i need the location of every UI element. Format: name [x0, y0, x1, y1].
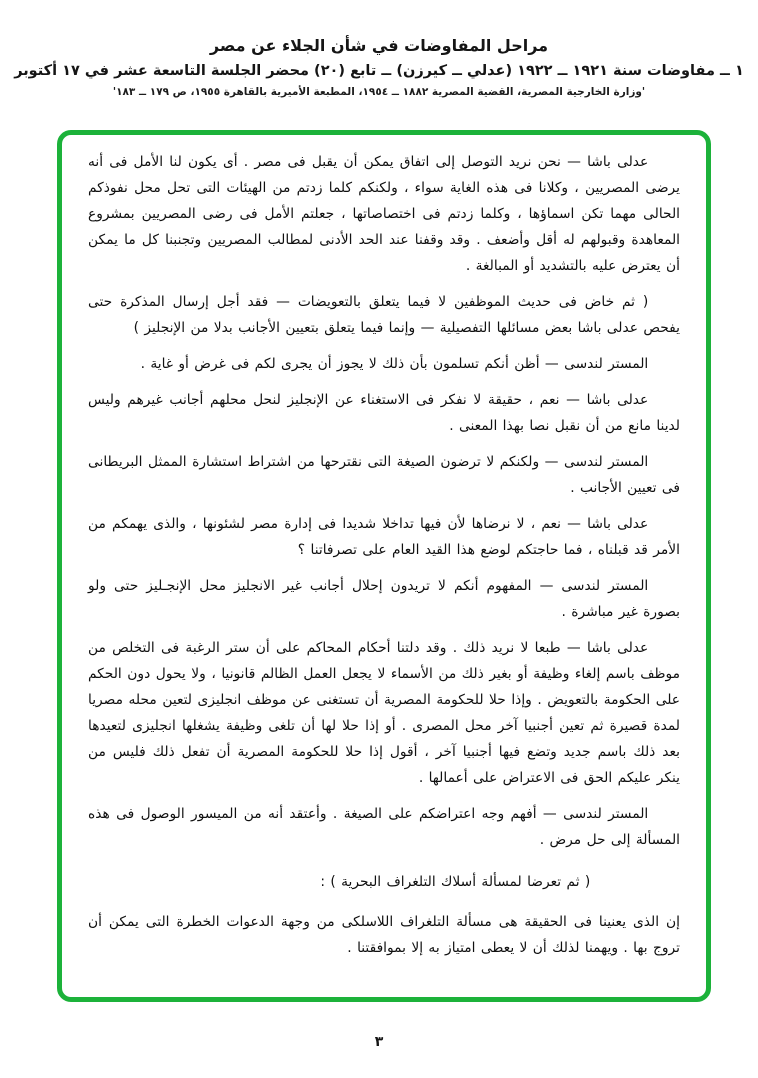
stage-direction: ( ثم تعرضا لمسألة أسلاك التلغراف البحرية ) :	[320, 874, 591, 890]
note-paragraph: ( ثم خاض فى حديث الموظفين لا فيما يتعلق بالتعويضات — فقد أجل إرسال المذكرة حتى يفحص عدلى باشا بعض مسائلها التفصيلية — وإنما فيما يتعلق بتعيين الأجانب بدلا من الإنجليز )	[88, 294, 680, 336]
dialogue-paragraph: عدلى باشا — طبعا لا نريد ذلك . وقد دلتنا أحكام المحاكم على أن ستر الرغبة فى التخلص من موظف باسم إلغاء وظيفة أو بغير ذلك من الأسماء لا يجعل العمل الظالم قانونيا ، ولا يحول دون الحكم على الحكومة بالتعويض . وإذا حلا للحكومة المصرية أن تستغنى عن موظف انجليزى لتعين محله مصريا لمدة قصيرة ثم تعين أجنبيا آخر محل المصرى . أو إذا حلا لها أن تلغى وظيفة يشغلها انجليزى لتعيدها بعد ذلك باسم جديد وتضع فيها أجنبيا آخر ، أقول إذا حلا للحكومة المصرية أن تفعل ذلك فليس من ينكر عليكم الحق فى الاعتراض على أعمالها .	[88, 640, 680, 786]
document-header	[0, 36, 758, 98]
source-citation: 'وزارة الخارجية المصرية، القضية المصرية ١٨٨٢ ــ ١٩٥٤، المطبعة الأميرية بالقاهرة ١٩٥٥، ص ١٧٩ ــ ١٨٣'	[112, 86, 646, 98]
highlight-frame	[57, 130, 711, 1002]
dialogue-paragraph: المستر لندسى — ولكنكم لا ترضون الصيغة التى نقترحها من اشتراط استشارة الممثل البريطانى فى تعيين الأجانب .	[88, 454, 680, 496]
document-subtitle: ١ ــ مفاوضات سنة ١٩٢١ ــ ١٩٢٢ (عدلي ــ كيرزن) ــ تابع (٢٠) محضر الجلسة التاسعة عشر في ١٧ أكتوبر	[14, 63, 744, 79]
dialogue-paragraph: المستر لندسى — المفهوم أنكم لا تريدون إحلال أجانب غير الانجليز محل الإنجـليز حتى ولو بصورة غير مباشرة .	[88, 578, 680, 620]
closing-paragraph: إن الذى يعنينا فى الحقيقة هى مسألة التلغراف اللاسلكى من وجهة الدعوات الخطرة التى يمكن أن تروج بها . ويهمنا لذلك أن لا يعطى امتياز به إلا بموافقتنا .	[88, 914, 680, 956]
dialogue-paragraph: عدلى باشا — نعم ، لا نرضاها لأن فيها تداخلا شديدا فى إدارة مصر لشئونها ، والذى يهمكم من الأمر قد قبلناه ، فما حاجتكم لوضع هذا القيد العام على تصرفاتنا ؟	[88, 516, 680, 558]
dialogue-paragraph: المستر لندسى — أفهم وجه اعتراضكم على الصيغة . وأعتقد أنه من الميسور الوصول فى هذه المسألة إلى حل مرض .	[88, 806, 680, 848]
dialogue-paragraph: عدلى باشا — نحن نريد التوصل إلى اتفاق يمكن أن يقبل فى مصر . أى يكون لنا الأمل فى أنه يرضى المصريين ، وكلانا فى هذه الغاية سواء ، ولكنكم كلما زدتم من الهيئات التى تحل محل نفوذكم الحالى مهما تكن اسماؤها ، وكلما زدتم فى اختصاصاتها ، جعلتم الأمل فى رضى المصريين بمشروع المعاهدة وقبولهم له أقل وأضعف . وقد وقفنا عند الحد الأدنى لمطالب المصريين وتجنبنا كل ما يمكن أن يعترض عليه بالتشديد أو المبالغة .	[88, 154, 680, 274]
dialogue-paragraph: المستر لندسى — أظن أنكم تسلمون بأن ذلك لا يجوز أن يجرى لكم فى غرض أو غاية .	[140, 356, 649, 372]
page-number: ٣	[374, 1034, 384, 1050]
dialogue-paragraph: عدلى باشا — نعم ، حقيقة لا نفكر فى الاستغناء عن الإنجليز لنحل محلهم أجانب غيرهم وليس لدينا مانع من أن نقبل نصا بهذا المعنى .	[88, 392, 680, 434]
page-title: مراحل المفاوضات في شأن الجلاء عن مصر	[209, 36, 549, 55]
